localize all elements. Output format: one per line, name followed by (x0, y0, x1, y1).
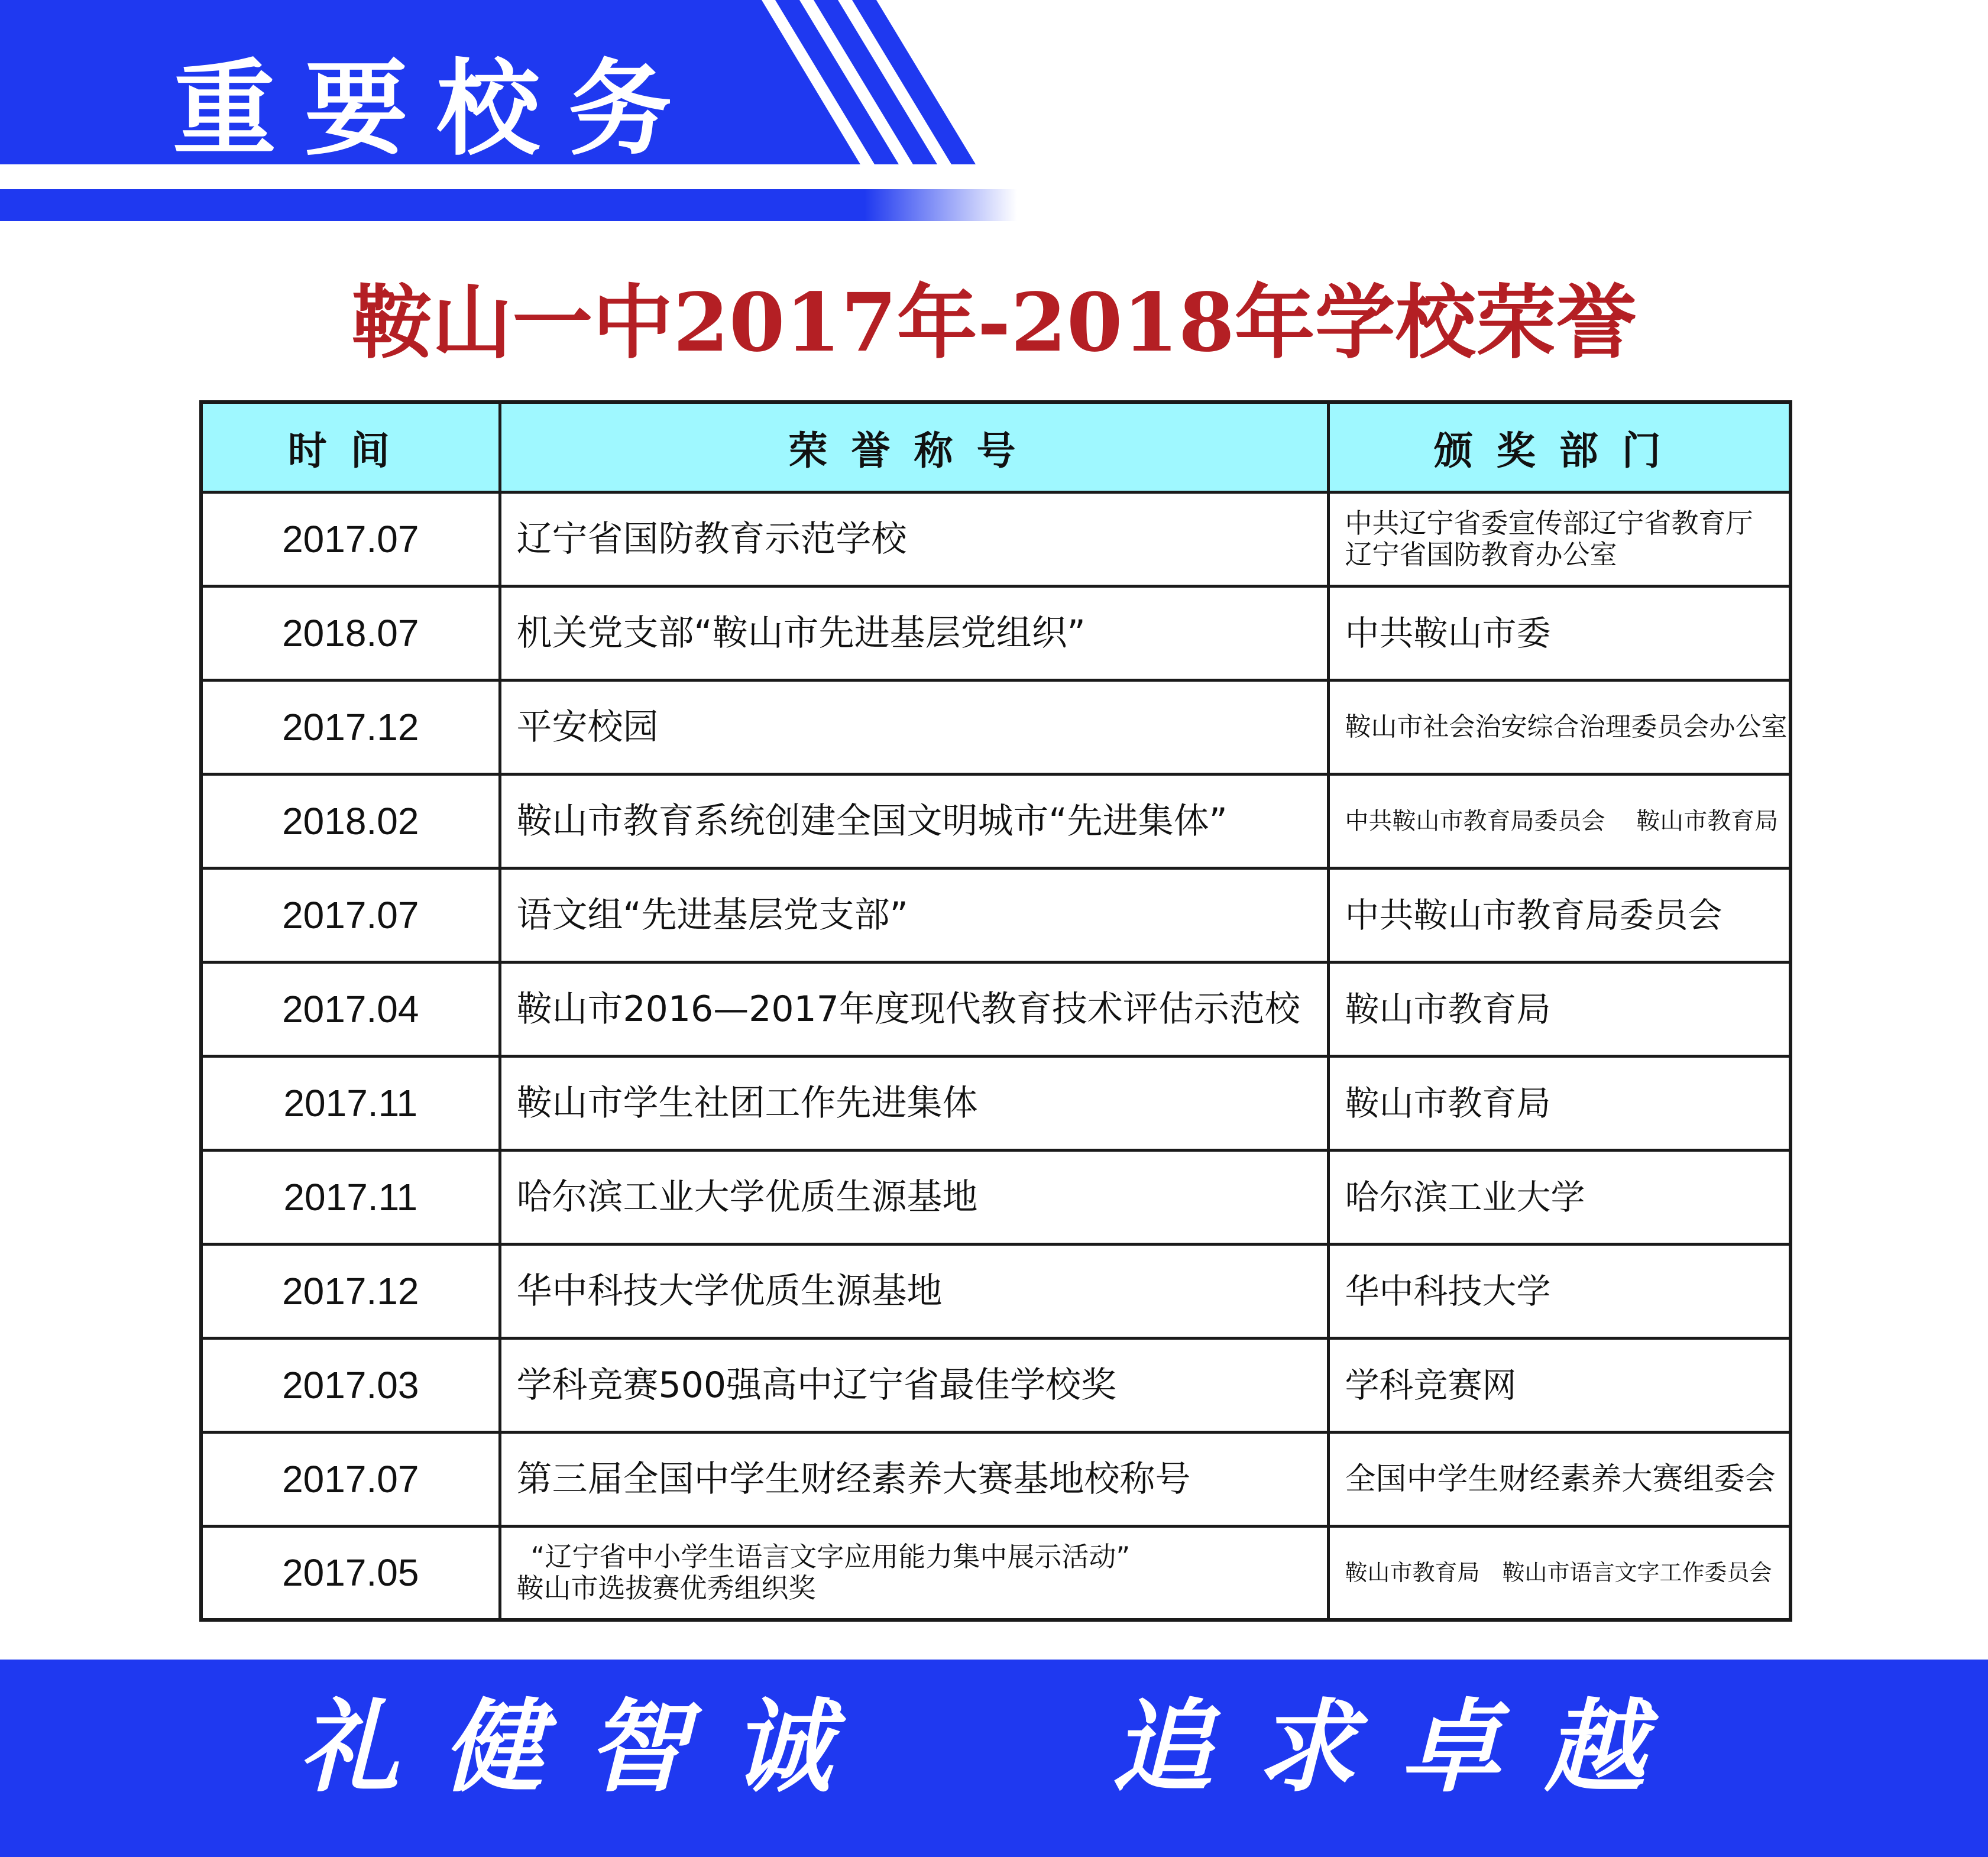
cell-date: 2017.05 (201, 1526, 500, 1620)
cell-awarding-org (1328, 774, 1791, 868)
table-row (201, 1056, 1791, 1150)
cell-honor-title (500, 1244, 1328, 1338)
table-row (201, 774, 1791, 868)
cell-honor-title (500, 1150, 1328, 1244)
table-row (201, 680, 1791, 774)
awarding-org-line: 中共辽宁省委宣传部辽宁省教育厅 (1345, 507, 1753, 539)
cell-date: 2017.03 (201, 1338, 500, 1432)
table-row (201, 492, 1791, 586)
cell-honor-title (500, 868, 1328, 962)
header-org: 颁奖部门 (1328, 402, 1791, 492)
cell-awarding-org (1328, 1150, 1791, 1244)
awarding-org-line: 哈尔滨工业大学 (1345, 1177, 1585, 1217)
awarding-org-line: 中共鞍山市教育局委员会 (1345, 895, 1722, 935)
awarding-org-line: 辽宁省国防教育办公室 (1345, 538, 1617, 571)
table-row (201, 1338, 1791, 1432)
cell-awarding-org (1328, 868, 1791, 962)
cell-date: 2017.12 (201, 680, 500, 774)
page-title: 鞍山一中2017年-2018年学校荣誉 (351, 276, 1637, 370)
honor-title-line: 辽宁省国防教育示范学校 (516, 518, 907, 560)
table-row (201, 1526, 1791, 1620)
cell-awarding-org (1328, 962, 1791, 1056)
table-body (201, 492, 1791, 1620)
cell-awarding-org (1328, 1432, 1791, 1526)
cell-date: 2018.02 (201, 774, 500, 868)
cell-date: 2017.07 (201, 1432, 500, 1526)
honor-title-line: 哈尔滨工业大学优质生源基地 (516, 1176, 978, 1218)
honor-title-line: 平安校园 (516, 706, 659, 748)
header-title: 重要校务 (173, 50, 700, 170)
table-row (201, 1432, 1791, 1526)
table-row (201, 1150, 1791, 1244)
honor-title-line: 鞍山市2016—2017年度现代教育技术评估示范校 (516, 988, 1300, 1030)
honor-title-line: 第三届全国中学生财经素养大赛基地校称号 (516, 1458, 1191, 1500)
cell-awarding-org (1328, 680, 1791, 774)
table-row (201, 962, 1791, 1056)
honor-title-line: 华中科技大学优质生源基地 (516, 1270, 943, 1312)
honor-title-line: 鞍山市教育系统创建全国文明城市“先进集体” (516, 800, 1228, 842)
awarding-org-line: 学科竞赛网 (1345, 1365, 1517, 1405)
awarding-org-line: 中共鞍山市委 (1345, 612, 1551, 653)
table-row (201, 1244, 1791, 1338)
awarding-org-line: 全国中学生财经素养大赛组委会 (1345, 1461, 1776, 1497)
footer-motto-left: 礼健智诚 (299, 1688, 876, 1806)
cell-date: 2017.11 (201, 1056, 500, 1150)
cell-awarding-org (1328, 1244, 1791, 1338)
honor-title-line: 鞍山市选拔赛优秀组织奖 (516, 1572, 816, 1605)
cell-honor-title (500, 1432, 1328, 1526)
cell-awarding-org (1328, 1526, 1791, 1620)
awarding-org-line: 鞍山市社会治安综合治理委员会办公室 (1345, 711, 1788, 742)
table-row (201, 868, 1791, 962)
table-header-row (201, 402, 1791, 492)
cell-awarding-org (1328, 492, 1791, 586)
cell-awarding-org (1328, 586, 1791, 680)
cell-honor-title (500, 1338, 1328, 1432)
footer-motto-right: 追求卓越 (1112, 1688, 1689, 1806)
cell-date: 2017.07 (201, 492, 500, 586)
cell-date: 2017.12 (201, 1244, 500, 1338)
cell-date: 2017.11 (201, 1150, 500, 1244)
cell-honor-title (500, 586, 1328, 680)
honor-title-line: 机关党支部“鞍山市先进基层党组织” (516, 612, 1086, 654)
cell-date: 2018.07 (201, 586, 500, 680)
header-title: 荣誉称号 (500, 402, 1328, 492)
cell-honor-title (500, 1056, 1328, 1150)
table-row (201, 586, 1791, 680)
honor-title-line: “辽宁省中小学生语言文字应用能力集中展示活动” (530, 1541, 1131, 1573)
cell-date: 2017.04 (201, 962, 500, 1056)
cell-awarding-org (1328, 1338, 1791, 1432)
awarding-org-line: 华中科技大学 (1345, 1271, 1551, 1311)
awarding-org-line: 鞍山市教育局 鞍山市语言文字工作委员会 (1345, 1560, 1772, 1586)
cell-honor-title (500, 492, 1328, 586)
honor-title-line: 鞍山市学生社团工作先进集体 (516, 1082, 978, 1124)
cell-date: 2017.07 (201, 868, 500, 962)
awarding-org-line: 中共鞍山市教育局委员会 鞍山市教育局 (1345, 807, 1779, 835)
honor-title-line: 学科竞赛500强高中辽宁省最佳学校奖 (516, 1364, 1117, 1406)
awarding-org-line: 鞍山市教育局 (1345, 1083, 1551, 1123)
awarding-org-line: 鞍山市教育局 (1345, 989, 1551, 1029)
cell-awarding-org (1328, 1056, 1791, 1150)
cell-honor-title (500, 680, 1328, 774)
banner-underline (0, 189, 1017, 221)
honor-title-line: 语文组“先进基层党支部” (516, 894, 908, 936)
cell-honor-title (500, 962, 1328, 1056)
cell-honor-title (500, 1526, 1328, 1620)
header-date: 时间 (201, 402, 500, 492)
honor-table (199, 400, 1792, 1622)
cell-honor-title (500, 774, 1328, 868)
